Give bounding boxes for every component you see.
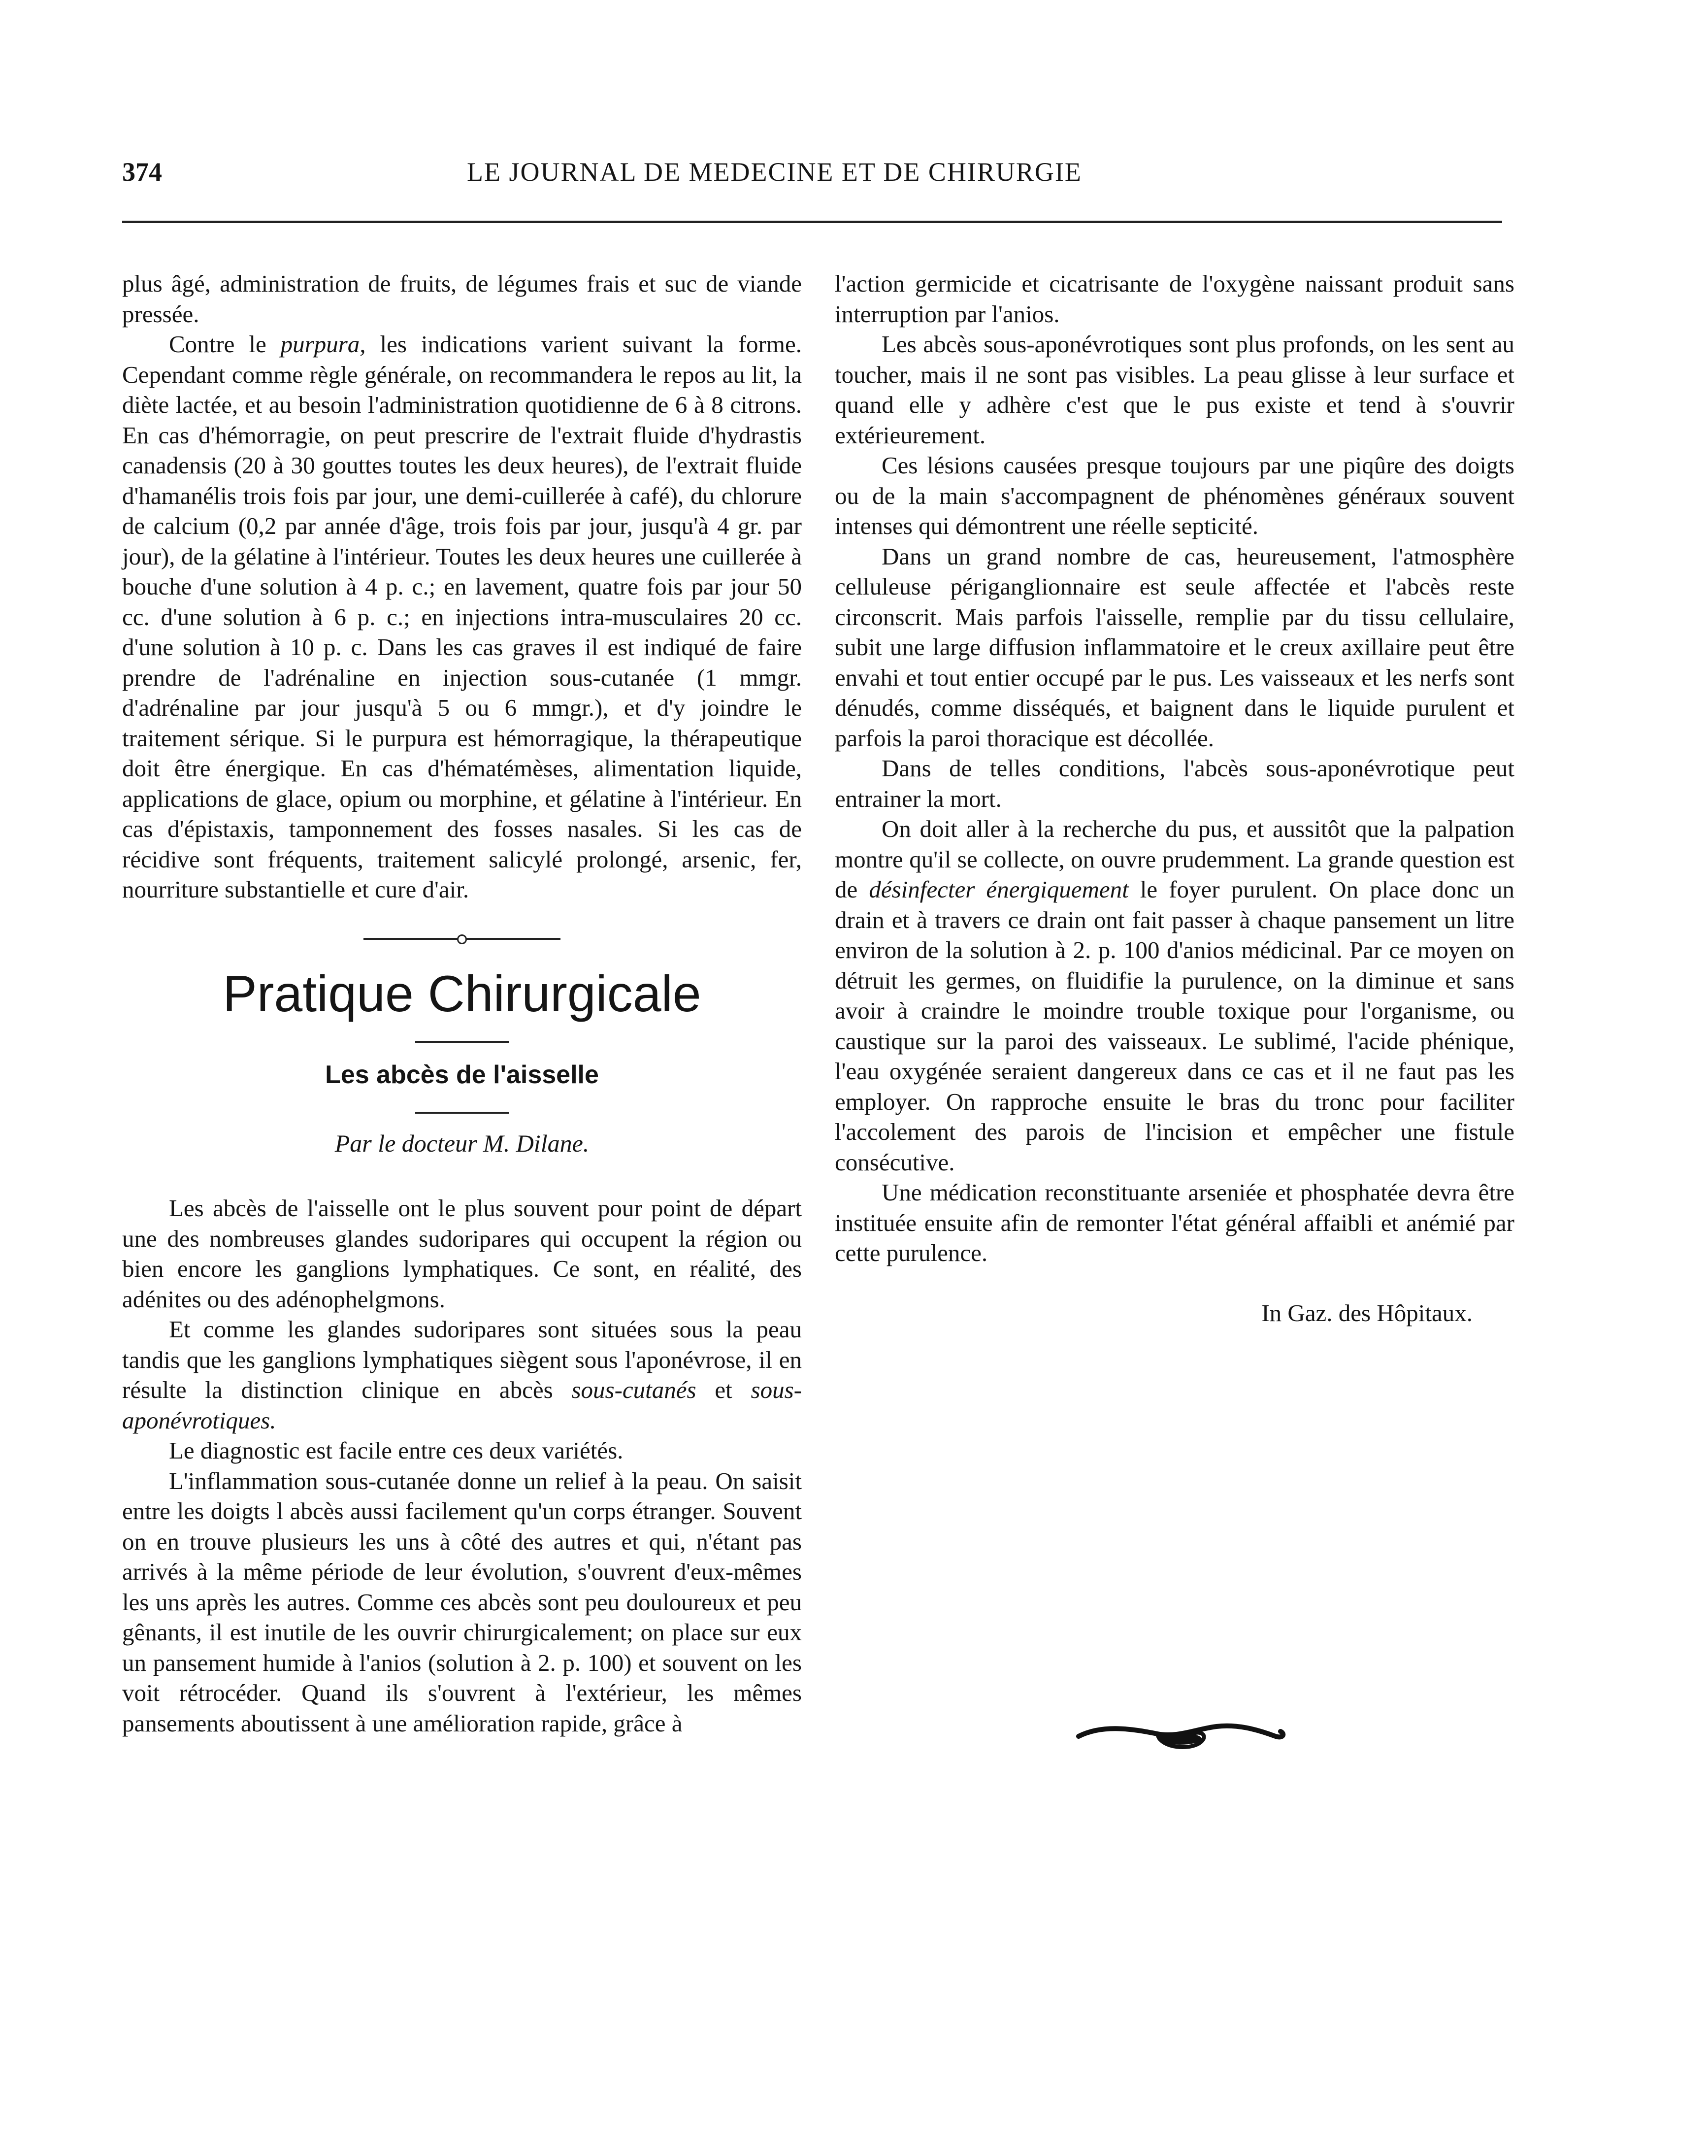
paragraph-lesions: Ces lésions causées presque toujours par une piqûre des doigts ou de la main s'accompagnent de phénomènes généraux souvent intenses qui démontrent une réelle septicité. [835, 452, 1514, 539]
section-title: Pratique Chirurgicale [223, 965, 701, 1023]
page-number: 374 [122, 157, 162, 187]
recherche-text-rest: le foyer purulent. On place donc un drain et à travers ce drain ont fait passer à chaque pansement un litre environ de la solution à 2. p. 100 d'anios médicinal. Par ce moyen on détruit les germes, on fluidifie la purulence, on la diminue et sans avoir à craindre le moindre trouble toxique pour l'organisme, ou caustique sur la paroi des vaisseaux. Le sublimé, l'acide phénique, l'eau oxygénée seraient dangereux dans ce cas et il ne faut pas les employer. On rapproche ensuite le bras du tronc pour faciliter l'accolement des parois de l'incision et empêcher une fistule consécutive. [835, 876, 1514, 1176]
source-citation: In Gaz. des Hôpitaux. [1261, 1299, 1473, 1327]
recherche-italic: désinfecter énergiquement [869, 876, 1129, 903]
paragraph-grand-nombre: Dans un grand nombre de cas, heureusement, l'atmosphère celluleuse périganglionnaire est seule affectée et l'abcès reste circonscrit. Mais parfois l'aisselle, remplie par du tissu cellulaire, subit une large diffusion inflammatoire et le creux axillaire peut être envahi et tout entier occupé par le pus. Les vaisseaux et les nerfs sont dénudés, comme disséqués, et baignent dans le liquide purulent et parfois la paroi thoracique est décollée. [835, 542, 1514, 752]
ornamental-rule-dot [457, 934, 467, 944]
right-column [835, 268, 1514, 1328]
article-title: Les abcès de l'aisselle [325, 1060, 599, 1089]
purpura-text-rest: les indications varient suivant la forme. Cependant comme règle générale, on recommandera le repos au lit, la diète lactée, et au besoin l'administration quotidienne de 6 à 8 citrons. En cas d'hémorragie, on peut prescrire de l'extrait fluide d'hydrastis canadensis (20 à 30 gouttes toutes les deux heures), de l'extrait fluide d'hamanélis trois fois par jour, une demi-cuillerée à café), du chlorure de calcium (0,2 par année d'âge, trois fois par jour, jusqu'à 4 gr. par jour), de la gélatine à l'intérieur. Toutes les deux heures une cuillerée à bouche d'une solution à 4 p. c.; en lavement, quatre fois par jour 50 cc. d'une solution à 6 p. c.; en injections intra-musculaires 20 cc. d'une solution à 10 p. c. Dans les cas graves il est indiqué de faire prendre de l'adrénaline en injection sous-cutanée (1 mmgr. d'adrénaline par jour jusqu'à 5 ou 6 mmgr.), et d'y joindre le traitement sérique. Si le purpura est hémorragique, la thérapeutique doit être énergique. En cas d'hématémèses, alimentation liquide, applications de glace, opium ou morphine, et gélatine à l'intérieur. En cas d'épistaxis, tamponnement des fosses nasales. Si les cas de récidive sont fréquents, traitement salicylé prolongé, arsenic, fer, nourriture substantielle et cure d'air. [122, 331, 802, 903]
left-column [122, 268, 802, 1738]
running-title: LE JOURNAL DE MEDECINE ET DE CHIRURGIE [467, 157, 1082, 187]
section-rule [415, 1041, 509, 1043]
paragraph-intro: Les abcès de l'aisselle ont le plus souvent pour point de départ une des nombreuses glandes sudoripares qui occupent la région ou bien encore les ganglions lymphatiques. Ce sont, en réalité, des adénites ou des adénophelgmons. [122, 1194, 802, 1313]
recherche-text-start: On doit aller à la recherche du pus, et aussitôt que la palpation montre qu'il se collecte, on ouvre prudemment. La grande question est de [835, 815, 1514, 903]
paragraph-purpura [122, 329, 802, 905]
paragraph-glandes [122, 1314, 802, 1435]
glandes-text-start: Et comme les glandes sudoripares sont situées sous la peau tandis que les ganglions lymphatiques siègent sous l'aponévrose, il en résulte la distinction clinique en abcès [122, 1316, 802, 1403]
purpura-text-start: Contre le [169, 331, 281, 358]
paragraph-conditions: Dans de telles conditions, l'abcès sous-aponévrotique peut entrainer la mort. [835, 755, 1514, 812]
article-rule [415, 1112, 509, 1114]
paragraph-medication: Une médication reconstituante arseniée et phosphatée devra être instituée ensuite afin de remonter l'état général affaibli et anémié par cette purulence. [835, 1179, 1514, 1266]
fleuron-center [1157, 1733, 1202, 1745]
glandes-text-mid: et [696, 1376, 751, 1403]
glandes-italic-sous-aponevrotiques: sous-aponévrotiques. [122, 1376, 802, 1434]
header-rule [122, 221, 1502, 223]
paragraph-diagnostic: Le diagnostic est facile entre ces deux variétés. [169, 1437, 624, 1464]
ornamental-rule [363, 934, 560, 942]
paragraph-inflammation: L'inflammation sous-cutanée donne un relief à la peau. On saisit entre les doigts l abcès aussi facilement qu'un corps étranger. Souvent on en trouve plusieurs les uns à côté des autres et qui, n'étant pas arrivés à la même période de leur évolution, s'ouvrent d'eux-mêmes les uns après les autres. Comme ces abcès sont peu douloureux et peu gênants, il est inutile de les ouvrir chirurgicalement; on place sur eux un pansement humide à l'anios (solution à 2. p. 100) et souvent on les voit rétrocéder. Quand ils s'ouvrent à l'extérieur, les mêmes pansements aboutissent à une amélioration rapide, grâce à [122, 1467, 802, 1737]
paragraph-recherche [835, 814, 1514, 1177]
byline: Par le docteur M. Dilane. [334, 1129, 590, 1157]
purpura-italic: purpura, [280, 331, 366, 358]
paragraph-continued-right: l'action germicide et cicatrisante de l'oxygène naissant produit sans interruption par l'anios. [835, 270, 1514, 328]
paragraph-continued: plus âgé, administration de fruits, de légumes frais et suc de viande pressée. [122, 270, 802, 328]
page-header [122, 157, 1502, 201]
paragraph-sous-aponevrotiques: Les abcès sous-aponévrotiques sont plus profonds, on les sent au toucher, mais il ne sont pas visibles. La peau glisse à leur surface et quand elle y adhère c'est que le pus existe et tend à s'ouvrir extérieurement. [835, 331, 1514, 449]
glandes-italic-sous-cutanes: sous-cutanés [571, 1376, 696, 1403]
fleuron-ornament [1074, 1709, 1290, 1763]
